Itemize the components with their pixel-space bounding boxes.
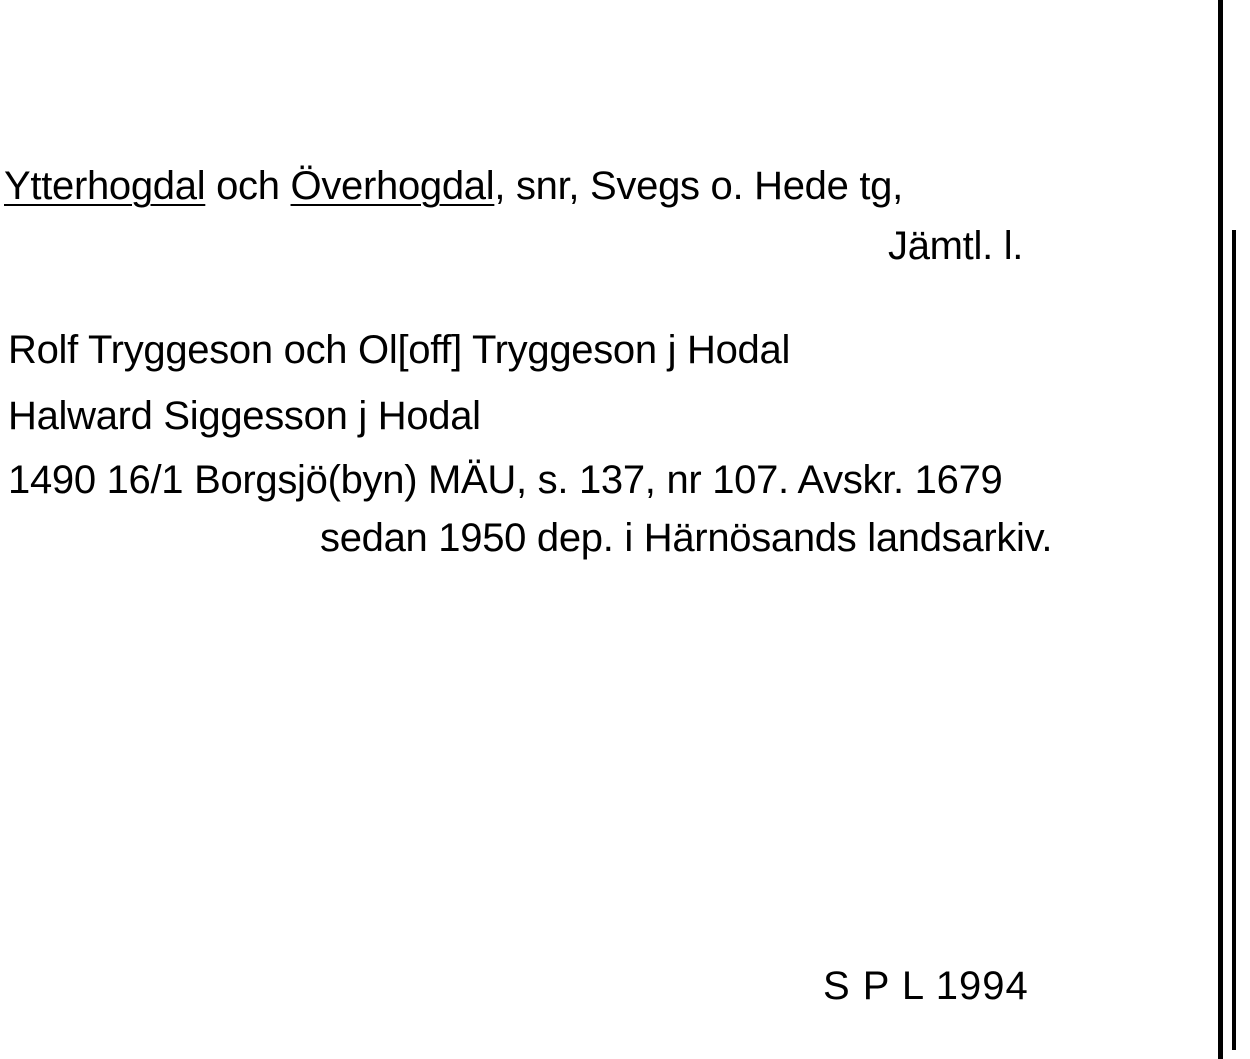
source-reference: 1490 16/1 Borgsjö(byn) MÄU, s. 137, nr 107. Avskr. 1679 xyxy=(8,458,1003,502)
place-name-ytterhogdal: Ytterhogdal xyxy=(4,164,206,208)
heading-county: Jämtl. l. xyxy=(888,224,1024,268)
heading-parish-district: , snr, Svegs o. Hede tg, xyxy=(494,164,903,208)
card-edge-divider xyxy=(1218,0,1223,1059)
deposit-note: sedan 1950 dep. i Härnösands landsarkiv. xyxy=(320,516,1053,560)
signature: S P L 1994 xyxy=(823,964,1029,1008)
person-entry: Rolf Tryggeson och Ol[off] Tryggeson j Hodal xyxy=(8,328,791,372)
place-name-overhogdal: Överhogdal xyxy=(290,164,495,208)
card-heading xyxy=(4,166,903,206)
person-entry: Halward Siggesson j Hodal xyxy=(8,394,481,438)
heading-connector: och xyxy=(205,164,291,208)
